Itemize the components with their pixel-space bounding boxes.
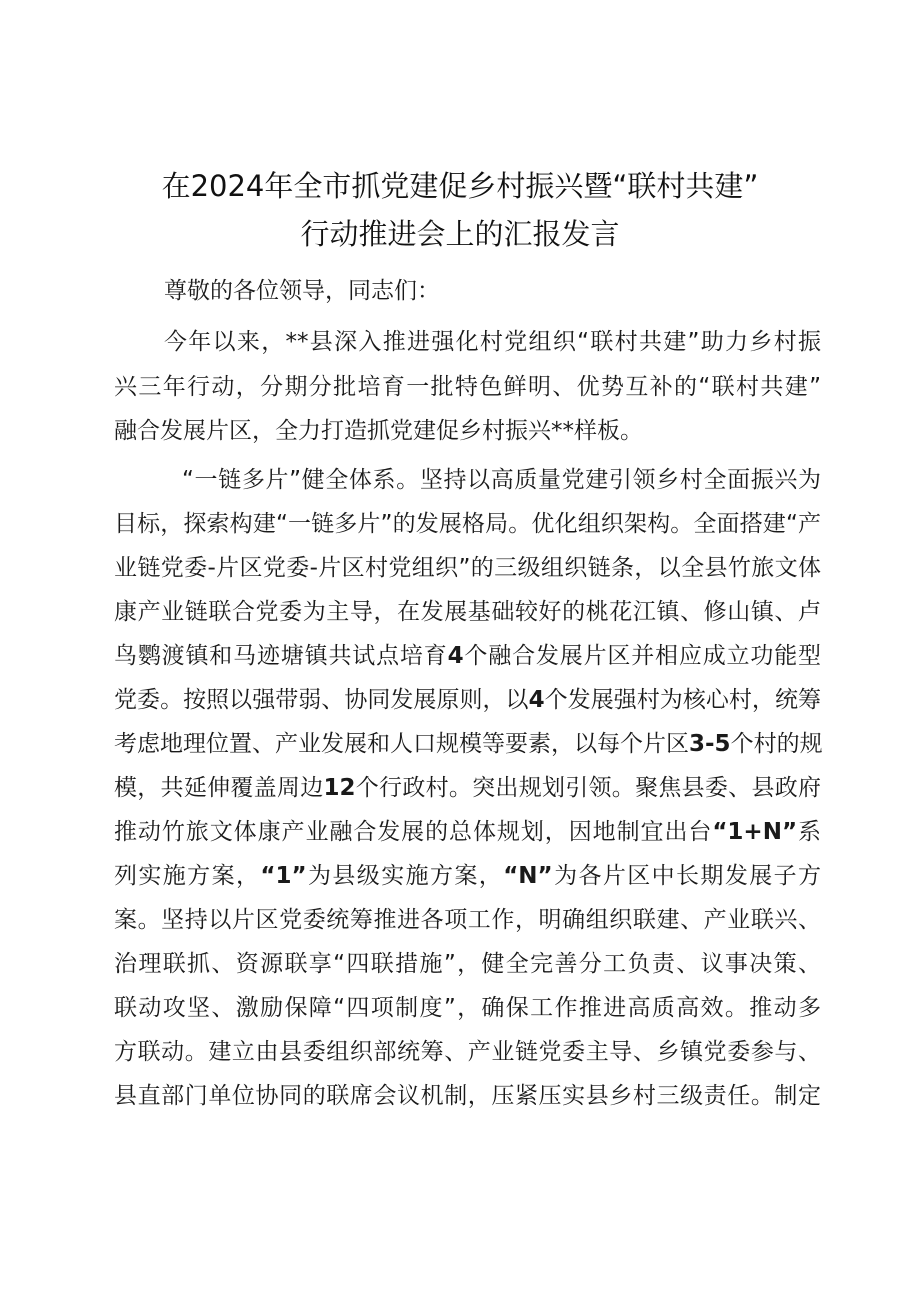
body-line-11: 案。坚持以片区党委统筹推进各项工作，明确组织联建、产业联兴、 <box>114 907 821 933</box>
body-line-8-number: 12 <box>323 775 356 801</box>
body-line-13: 联动攻坚、激励保障“四项制度”，确保工作推进高质高效。推动多 <box>114 995 821 1021</box>
body-line-8 <box>114 773 821 803</box>
body-line-7-text-c: 个村的规 <box>730 731 823 757</box>
body-line-10-text-c: 为县级实施方案， <box>306 863 504 889</box>
body-line-1: “一链多片”健全体系。坚持以高质量党建引领乡村全面振兴为 <box>182 467 821 493</box>
intro-line-1: 今年以来，**县深入推进强化村党组织“联村共建”助力乡村振 <box>164 329 821 355</box>
intro-line-2: 兴三年行动，分期分批培育一批特色鲜明、优势互补的“联村共建” <box>114 374 821 400</box>
body-line-12: 治理联抓、资源联享“四联措施”，健全完善分工负责、议事决策、 <box>114 951 821 977</box>
body-line-9-text-a: 推动竹旅文体康产业融合发展的总体规划，因地制宜出台 <box>114 819 713 845</box>
body-line-7-number: 3-5 <box>689 731 731 757</box>
body-line-7-text-a: 考虑地理位置、产业发展和人口规模等要素，以每个片区 <box>114 731 689 757</box>
body-line-6-text-a: 党委。按照以强带弱、协同发展原则，以 <box>114 687 529 713</box>
body-line-8-text-c: 个行政村。突出规划引领。聚焦县委、县政府 <box>355 775 822 801</box>
body-line-3: 业链党委-片区党委-片区村党组织”的三级组织链条，以全县竹旅文体 <box>114 555 821 581</box>
body-line-10-quote-n: “N” <box>503 863 553 889</box>
body-line-5-number: 4 <box>447 643 464 669</box>
body-line-14: 方联动。建立由县委组织部统筹、产业链党委主导、乡镇党委参与、 <box>114 1039 821 1065</box>
body-line-9-text-c: 系 <box>797 819 822 845</box>
body-line-5-text-c: 个融合发展片区并相应成立功能型 <box>463 643 822 669</box>
body-line-10-text-e: 为各片区中长期发展子方 <box>552 863 822 889</box>
body-line-5-text-a: 鸟鹦渡镇和马迹塘镇共试点培育 <box>114 643 448 669</box>
body-line-7 <box>114 729 821 759</box>
body-line-10-quote-1: “1” <box>260 863 307 889</box>
document-title-line-2: 行动推进会上的汇报发言 <box>300 217 620 251</box>
body-line-8-text-a: 模，共延伸覆盖周边 <box>114 775 324 801</box>
body-line-10-text-a: 列实施方案， <box>114 863 261 889</box>
document-title-line-1: 在2024年全市抓党建促乡村振兴暨“联村共建” <box>161 169 759 203</box>
body-line-9-quote: “1+N” <box>712 819 798 845</box>
intro-line-3: 融合发展片区，全力打造抓党建促乡村振兴**样板。 <box>114 418 643 444</box>
body-line-6-text-c: 个发展强村为核心村，统筹 <box>544 687 822 713</box>
body-line-6-number: 4 <box>528 687 545 713</box>
body-line-15: 县直部门单位协同的联席会议机制，压紧压实县乡村三级责任。制定 <box>114 1083 821 1109</box>
salutation: 尊敬的各位领导，同志们： <box>164 278 440 304</box>
body-line-5 <box>114 641 821 671</box>
body-line-2: 目标，探索构建“一链多片”的发展格局。优化组织架构。全面搭建“产 <box>114 511 821 537</box>
body-line-9 <box>114 817 821 847</box>
body-line-10 <box>114 861 821 891</box>
body-line-4: 康产业链联合党委为主导，在发展基础较好的桃花江镇、修山镇、卢 <box>114 599 821 625</box>
body-line-6 <box>114 685 821 715</box>
